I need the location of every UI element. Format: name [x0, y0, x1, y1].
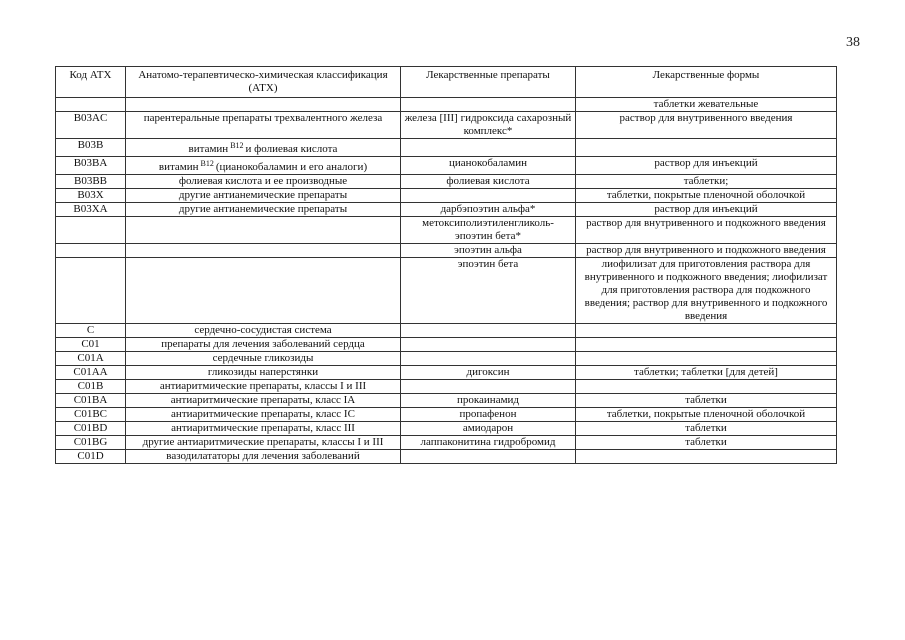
atc-text-pre: витамин [158, 161, 199, 173]
cell-atc: сердечные гликозиды [126, 352, 401, 366]
table-row [56, 394, 837, 408]
cell-code: C01BC [56, 408, 126, 422]
cell-code: C01BG [56, 436, 126, 450]
cell-atc: гликозиды наперстянки [126, 366, 401, 380]
table-row [56, 258, 837, 324]
cell-drug: эпоэтин альфа [401, 244, 576, 258]
table-row [56, 436, 837, 450]
cell-form: таблетки; таблетки [для детей] [576, 366, 837, 380]
cell-form: таблетки [576, 422, 837, 436]
table-row [56, 450, 837, 464]
table-row [56, 244, 837, 258]
cell-code: C01BD [56, 422, 126, 436]
atc-text-pre: витамин [188, 143, 229, 155]
cell-atc [126, 139, 401, 157]
cell-drug [401, 324, 576, 338]
cell-code: B03B [56, 139, 126, 157]
cell-atc [126, 98, 401, 112]
table-row [56, 408, 837, 422]
cell-code: B03BA [56, 157, 126, 175]
table-row [56, 324, 837, 338]
cell-atc: антиаритмические препараты, классы I и III [126, 380, 401, 394]
cell-code [56, 244, 126, 258]
cell-atc: другие антиаритмические препараты, классы I и III [126, 436, 401, 450]
vitamin-b12-superscript: B12 [200, 159, 214, 168]
table-row [56, 380, 837, 394]
cell-atc: антиаритмические препараты, класс IC [126, 408, 401, 422]
cell-atc: антиаритмические препараты, класс IA [126, 394, 401, 408]
cell-form [576, 380, 837, 394]
cell-atc: сердечно-сосудистая система [126, 324, 401, 338]
cell-drug [401, 338, 576, 352]
cell-drug: дигоксин [401, 366, 576, 380]
cell-form [576, 338, 837, 352]
table-row [56, 217, 837, 244]
cell-atc [126, 244, 401, 258]
table-row [56, 175, 837, 189]
header-code: Код АТХ [56, 67, 126, 98]
cell-atc: другие антианемические препараты [126, 189, 401, 203]
atc-drug-table [55, 66, 837, 464]
cell-code: C [56, 324, 126, 338]
header-atc: Анатомо-терапевтическо-химическая классификация (АТХ) [126, 67, 401, 98]
table-header-row [56, 67, 837, 98]
cell-code: B03XA [56, 203, 126, 217]
table-row [56, 189, 837, 203]
cell-drug [401, 139, 576, 157]
cell-atc: препараты для лечения заболеваний сердца [126, 338, 401, 352]
cell-drug: пропафенон [401, 408, 576, 422]
page-number: 38 [846, 35, 860, 50]
cell-code [56, 98, 126, 112]
cell-atc: антиаритмические препараты, класс III [126, 422, 401, 436]
cell-form: таблетки [576, 436, 837, 450]
cell-drug: лаппаконитина гидробромид [401, 436, 576, 450]
cell-code: B03AC [56, 112, 126, 139]
cell-code: C01D [56, 450, 126, 464]
cell-form: таблетки; [576, 175, 837, 189]
cell-drug: эпоэтин бета [401, 258, 576, 324]
cell-form [576, 450, 837, 464]
table-row [56, 112, 837, 139]
table-row [56, 422, 837, 436]
table-row [56, 157, 837, 175]
cell-code [56, 258, 126, 324]
cell-form: раствор для инъекций [576, 203, 837, 217]
cell-code: C01BA [56, 394, 126, 408]
cell-code: B03X [56, 189, 126, 203]
cell-drug: метоксиполиэтиленгликоль-эпоэтин бета* [401, 217, 576, 244]
atc-text-post: (цианокобаламин и его аналоги) [215, 161, 368, 173]
cell-drug: прокаинамид [401, 394, 576, 408]
cell-code: C01AA [56, 366, 126, 380]
table-row [56, 338, 837, 352]
cell-atc [126, 157, 401, 175]
cell-code: C01 [56, 338, 126, 352]
cell-drug: дарбэпоэтин альфа* [401, 203, 576, 217]
header-drugs: Лекарственные препараты [401, 67, 576, 98]
header-forms: Лекарственные формы [576, 67, 837, 98]
table-row [56, 352, 837, 366]
cell-form [576, 139, 837, 157]
cell-form: лиофилизат для приготовления раствора для внутривенного и подкожного введения; лиофилизат для приготовления раствора для подкожного введения; раствор для внутривенного и подкожного введения [576, 258, 837, 324]
vitamin-b12-superscript: B12 [230, 141, 244, 150]
table-row [56, 98, 837, 112]
cell-drug: железа [III] гидроксида сахарозный комплекс* [401, 112, 576, 139]
cell-drug [401, 98, 576, 112]
cell-code [56, 217, 126, 244]
cell-drug: фолиевая кислота [401, 175, 576, 189]
cell-atc: вазодилататоры для лечения заболеваний [126, 450, 401, 464]
table-row [56, 203, 837, 217]
cell-form [576, 324, 837, 338]
cell-atc [126, 258, 401, 324]
cell-atc: другие антианемические препараты [126, 203, 401, 217]
atc-text-post: и фолиевая кислота [245, 143, 338, 155]
cell-form: таблетки, покрытые пленочной оболочкой [576, 408, 837, 422]
cell-code: C01A [56, 352, 126, 366]
cell-drug: амиодарон [401, 422, 576, 436]
cell-atc [126, 217, 401, 244]
cell-atc: парентеральные препараты трехвалентного железа [126, 112, 401, 139]
cell-form: таблетки жевательные [576, 98, 837, 112]
cell-drug: цианокобаламин [401, 157, 576, 175]
cell-form [576, 352, 837, 366]
cell-drug [401, 189, 576, 203]
cell-form: таблетки [576, 394, 837, 408]
cell-atc: фолиевая кислота и ее производные [126, 175, 401, 189]
cell-drug [401, 450, 576, 464]
table-row [56, 366, 837, 380]
table-row [56, 139, 837, 157]
cell-form: раствор для внутривенного введения [576, 112, 837, 139]
cell-form: таблетки, покрытые пленочной оболочкой [576, 189, 837, 203]
cell-drug [401, 380, 576, 394]
cell-code: C01B [56, 380, 126, 394]
cell-code: B03BB [56, 175, 126, 189]
cell-drug [401, 352, 576, 366]
cell-form: раствор для внутривенного и подкожного введения [576, 217, 837, 244]
cell-form: раствор для внутривенного и подкожного введения [576, 244, 837, 258]
cell-form: раствор для инъекций [576, 157, 837, 175]
